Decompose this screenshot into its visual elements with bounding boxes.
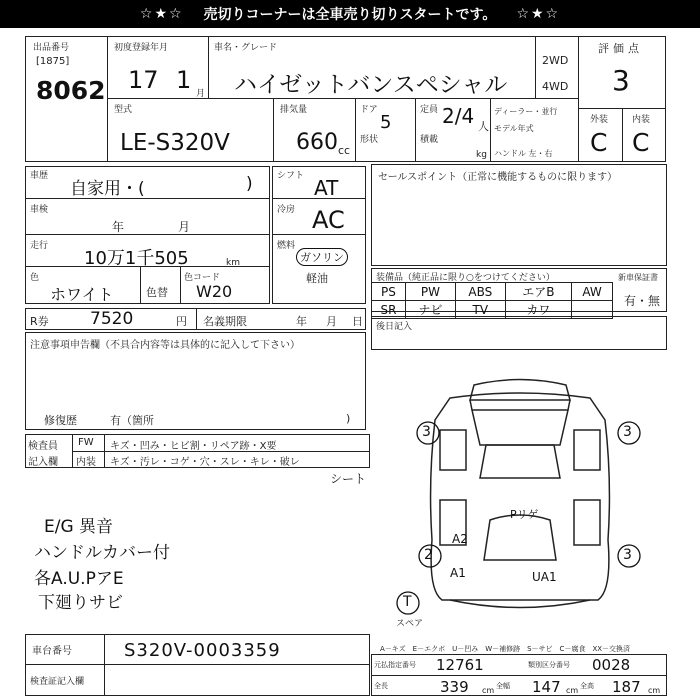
cap-unit: 人 — [478, 120, 489, 133]
colorcode-label: 色コード — [184, 273, 221, 283]
dealer-label: ディーラー・並行 — [494, 107, 558, 116]
width-unit: cm — [566, 686, 579, 695]
mark-rear-left: 2 — [424, 547, 433, 563]
exterior-grade: C — [590, 128, 608, 157]
inspector-label2: 記入欄 — [28, 457, 58, 468]
equip-tv: TV — [455, 301, 505, 319]
equipment-table — [371, 282, 613, 319]
repair-close: ) — [346, 412, 351, 425]
width-label: 全幅 — [496, 682, 510, 690]
recycle-label: R券 — [30, 315, 49, 328]
repair-label: 修復歴 — [44, 414, 77, 427]
lot-label: 出品番号 — [33, 43, 70, 53]
damage-legend: A－キズ E－エクボ U－凹み W－補修跡 S－サビ C－腐食 XX－交換済 — [380, 645, 631, 653]
length-value: 339 — [440, 678, 469, 696]
deadline-year: 年 — [296, 315, 307, 328]
grade-label: 評価点 — [598, 42, 643, 55]
note-line-3: 各A.U.PアE — [34, 569, 124, 589]
height-value: 187 — [612, 678, 641, 696]
later-label: 後日記入 — [376, 322, 413, 332]
recycle-unit: 円 — [176, 315, 187, 328]
height-label: 全高 — [580, 682, 594, 690]
chassis-value: S320V-0003359 — [124, 640, 281, 661]
recycle-value: 7520 — [90, 309, 134, 329]
chassis-label: 車台番号 — [32, 646, 72, 657]
deadline-day: 日 — [352, 315, 363, 328]
drive-2wd: 2WD — [542, 54, 569, 67]
reg-no-label: 類別区分番号 — [528, 661, 570, 669]
reg-month-unit: 月 — [196, 89, 206, 99]
deadline-month: 月 — [326, 315, 337, 328]
interior-label: 内装 — [632, 115, 651, 125]
handle-label: ハンドル 左・右 — [494, 149, 553, 158]
reg-label: 初度登録年月 — [114, 43, 169, 53]
mileage-value: 10万1千505 — [84, 248, 189, 269]
reg-no: 0028 — [592, 656, 631, 674]
fuel-label: 燃料 — [277, 241, 296, 251]
mark-front-left: 3 — [422, 424, 431, 440]
note-line-2: ハンドルカバー付 — [34, 543, 170, 563]
shape-label: 形状 — [360, 135, 379, 145]
model-value: LE-S320V — [120, 130, 230, 156]
dealer-no-label: 元払指定番号 — [374, 661, 416, 669]
mark-spare: T — [403, 594, 412, 610]
mileage-label: 走行 — [30, 241, 49, 251]
star-icon: ☆★☆ — [139, 6, 184, 22]
note-p: Pリゲ — [510, 508, 539, 521]
history-close: ) — [246, 174, 253, 194]
door-value: 5 — [380, 112, 392, 133]
lot-sub: [1875] — [36, 56, 70, 67]
interior-items: キズ・汚レ・コゲ・穴・スレ・キレ・破レ — [110, 457, 300, 468]
star-icon: ☆★☆ — [516, 6, 561, 22]
dealer-no: 12761 — [436, 656, 484, 674]
inspect-month-unit: 月 — [178, 220, 191, 234]
inspect-year-unit: 年 — [112, 220, 125, 234]
note-line-1: E/G 異音 — [44, 517, 114, 537]
equip-abs: ABS — [455, 283, 505, 301]
inspect-entry-label: 検査証記入欄 — [30, 677, 85, 687]
fuel-value: ガソリン — [296, 248, 348, 266]
reg-year: 17 — [128, 66, 159, 94]
seat-note: シート — [330, 472, 367, 486]
shift-label: シフト — [277, 171, 305, 181]
km-unit: km — [226, 258, 240, 268]
mark-rear-right: 3 — [623, 547, 632, 563]
color-value: ホワイト — [50, 285, 114, 304]
inspector-label: 検査員 — [28, 441, 58, 452]
disp-label: 排気量 — [280, 105, 308, 115]
reg-month: 1 — [176, 66, 192, 94]
ac-value: AC — [312, 206, 345, 234]
note-ua1: UA1 — [532, 570, 557, 584]
fw-label: FW — [78, 437, 94, 448]
door-label: ドア — [360, 105, 378, 115]
note-a1: A1 — [450, 566, 466, 580]
fw-items: キズ・凹み・ヒビ割・リペア跡・X要 — [110, 441, 277, 452]
cap-label: 定員 — [420, 105, 439, 115]
sales-label: セールスポイント（正常に機能するものに限ります） — [378, 172, 618, 183]
equip-navi: ナビ — [405, 301, 455, 319]
note-line-4: 下廻りサビ — [38, 593, 123, 613]
top-banner — [0, 0, 700, 28]
name-label: 車名・グレード — [214, 43, 278, 53]
model-label: 型式 — [114, 105, 133, 115]
equip-aw: AW — [572, 283, 613, 301]
repair-value: 有（箇所 — [110, 414, 154, 427]
mark-front-right: 3 — [623, 424, 632, 440]
later-box — [371, 316, 667, 350]
width-value: 147 — [532, 678, 561, 696]
disp-value: 660 — [296, 130, 338, 155]
inspect-label: 車検 — [30, 205, 49, 215]
exterior-label: 外装 — [590, 115, 609, 125]
deadline-label: 名義期限 — [203, 315, 247, 328]
length-label: 全長 — [374, 682, 388, 690]
interior-grade: C — [632, 128, 650, 157]
disp-unit: cc — [338, 144, 351, 157]
spare-label: スペア — [396, 619, 424, 629]
cap-value: 2/4 — [442, 104, 475, 128]
interior-check-label: 内装 — [76, 457, 96, 468]
equipment-label: 装備品（純正品に限り○をつけてください） — [376, 273, 555, 283]
notes-label: 注意事項申告欄（不具合内容等は具体的に記入して下さい） — [30, 340, 300, 351]
grade-value: 3 — [612, 64, 630, 97]
drive-4wd: 4WD — [542, 80, 569, 93]
colormatch-label: 色替 — [146, 286, 168, 299]
color-label: 色 — [30, 273, 40, 283]
load-label: 積載 — [420, 135, 439, 145]
equip-pw: PW — [405, 283, 455, 301]
history-value: 自家用・( — [70, 179, 145, 199]
warranty-value: 有・無 — [624, 294, 661, 308]
equip-leather: カワ — [505, 301, 571, 319]
lot-number: 8062 — [36, 76, 106, 105]
length-unit: cm — [482, 686, 495, 695]
load-unit: kg — [476, 150, 487, 160]
height-unit: cm — [648, 686, 661, 695]
ac-label: 冷房 — [277, 205, 296, 215]
shift-value: AT — [314, 176, 339, 200]
note-a2: A2 — [452, 532, 468, 546]
banner-text: 売切りコーナーは全車売り切りスタートです。 — [203, 7, 497, 23]
name-value: ハイゼットバンスペシャル — [234, 72, 508, 98]
equip-ps: PS — [372, 283, 406, 301]
fuel-alt: 軽油 — [306, 272, 328, 285]
history-label: 車歴 — [30, 171, 49, 181]
equip-sr: SR — [372, 301, 406, 319]
warranty-label: 新車保証書 — [618, 273, 658, 282]
equip-airbag: エアB — [505, 283, 571, 301]
modelyear-label: モデル年式 — [494, 124, 534, 133]
colorcode-value: W20 — [196, 282, 233, 301]
